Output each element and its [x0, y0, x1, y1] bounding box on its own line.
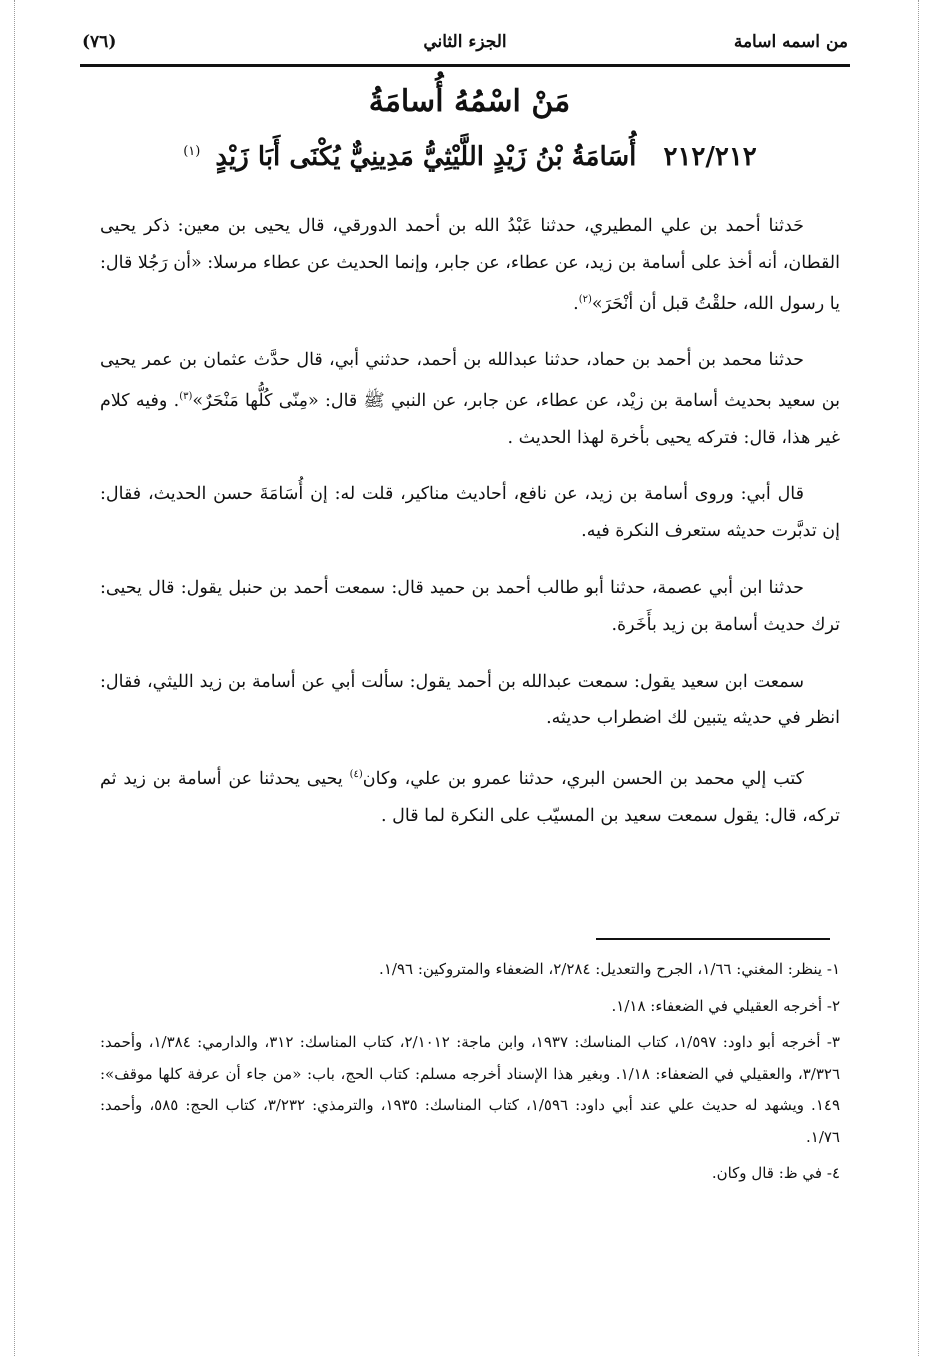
paragraph: سمعت ابن سعيد يقول: سمعت عبدالله بن أحمد يقول: سألت أبي عن أسامة بن زيد الليثي، فقال: انظر في حديثه يتبين لك اضطراب حديثه. — [100, 671, 840, 729]
footnotes — [100, 954, 840, 1195]
footnote-ref: (١) — [183, 144, 201, 160]
volume-title: الجزء الثاني — [423, 32, 507, 52]
page-number: (٧٦) — [82, 32, 117, 52]
footnote: ٣- أخرجه أبو داود: ١/٥٩٧، كتاب المناسك: ١٩٣٧، وابن ماجة: ٢/١٠١٢، كتاب المناسك: ٣١٢، والدارمي: ١/٣٨٤، وأحمد: ٣/٣٢٦، والعقيلي في الضعفاء: ١/١٨. وبغير هذا الإسناد أخرجه مسلم: كتاب الحج، باب: «من جاء أن عرفة كلها موقف»: ١٤٩. ويشهد له حديث علي عند أبي داود: ١/٥٩٦، كتاب المناسك: ١٩٣٥، والترمذي: ٣/٢٣٢، كتاب الحج: ٥٨٥، وأحمد: ١/٧٦. — [100, 1033, 840, 1146]
left-margin-dotted-line — [14, 0, 15, 1356]
footnote: ٢- أخرجه العقيلي في الضعفاء: ١/١٨. — [611, 996, 840, 1015]
footnote: ٤- في ظ: قال وكان. — [711, 1164, 840, 1182]
entry-number: ٢١٢/٢١٢ — [663, 142, 757, 172]
footnote-separator — [596, 938, 830, 940]
footnote-ref: (٣) — [179, 391, 193, 403]
running-title: من اسمه اسامة — [733, 32, 848, 52]
body-text — [100, 208, 840, 855]
paragraph: قال أبي: وروى أسامة بن زيد، عن نافع، أحاديث مناكير، قلت له: إن أُسَامَةَ حسن الحديث، فقال: إن تدبَّرت حديثه ستعرف النكرة فيه. — [100, 484, 840, 542]
paragraph: حَدثنا أحمد بن علي المطيري، حدثنا عَبْدُ الله بن أحمد الدورقي، قال يحيى بن معين: ذكر يحيى القطان، أنه أخذ على أسامة بن زيد، عن عطاء، عن جابر، وإنما الحديث عن عطاء مرسلا: «أن رَجُلا قال: يا رسول الله، حلقْتُ قبل أن أنْحَرَ»$^{(٢)}$. — [100, 216, 840, 314]
section-heading: مَنْ اسْمُهُ أُسامَةُ — [368, 84, 571, 119]
paragraph: كتب إلي محمد بن الحسن البري، حدثنا عمرو بن علي، وكان$^{(٤)}$ يحيى يحدثنا عن أسامة بن زيد ثم تركه، قال: يقول سمعت سعيد بن المسيّب على النكرة لما قال . — [100, 769, 840, 826]
footnote: ١- ينظر: المغني: ١/٦٦، الجرح والتعديل: ٢/٢٨٤، الضعفاء والمتروكين: ١/٩٦. — [379, 960, 840, 978]
page-header — [80, 30, 850, 64]
paragraph: حدثنا ابن أبي عصمة، حدثنا أبو طالب أحمد بن حميد قال: سمعت أحمد بن حنبل يقول: قال يحيى: ترك حديث أسامة بن زيد بأَخَرة. — [100, 578, 840, 635]
entry-heading — [100, 142, 840, 172]
footnote-ref: (٢) — [578, 293, 592, 305]
footnote-ref: (٤) — [349, 769, 363, 781]
paragraph: حدثنا محمد بن أحمد بن حماد، حدثنا عبدالله بن أحمد، حدثني أبي، قال حدَّث عثمان بن عمر يحيى بن سعيد بحديث أسامة بن زيْد، عن عطاء، عن جابر، عن النبي ﷺ قال: «مِنّى كُلُّها مَنْحَرٌ»$^{(٣)}$. وفيه كلام غير هذا، قال: فتركه يحيى بأخرة لهذا الحديث . — [100, 350, 840, 448]
right-margin-dotted-line — [918, 0, 919, 1356]
entry-title: أُسَامَةُ بْنُ زَيْدٍ اللَّيْثِيُّ مَدِينِيٌّ يُكْنَى أَبَا زَيْدٍ — [215, 142, 637, 172]
header-rule — [80, 64, 850, 67]
